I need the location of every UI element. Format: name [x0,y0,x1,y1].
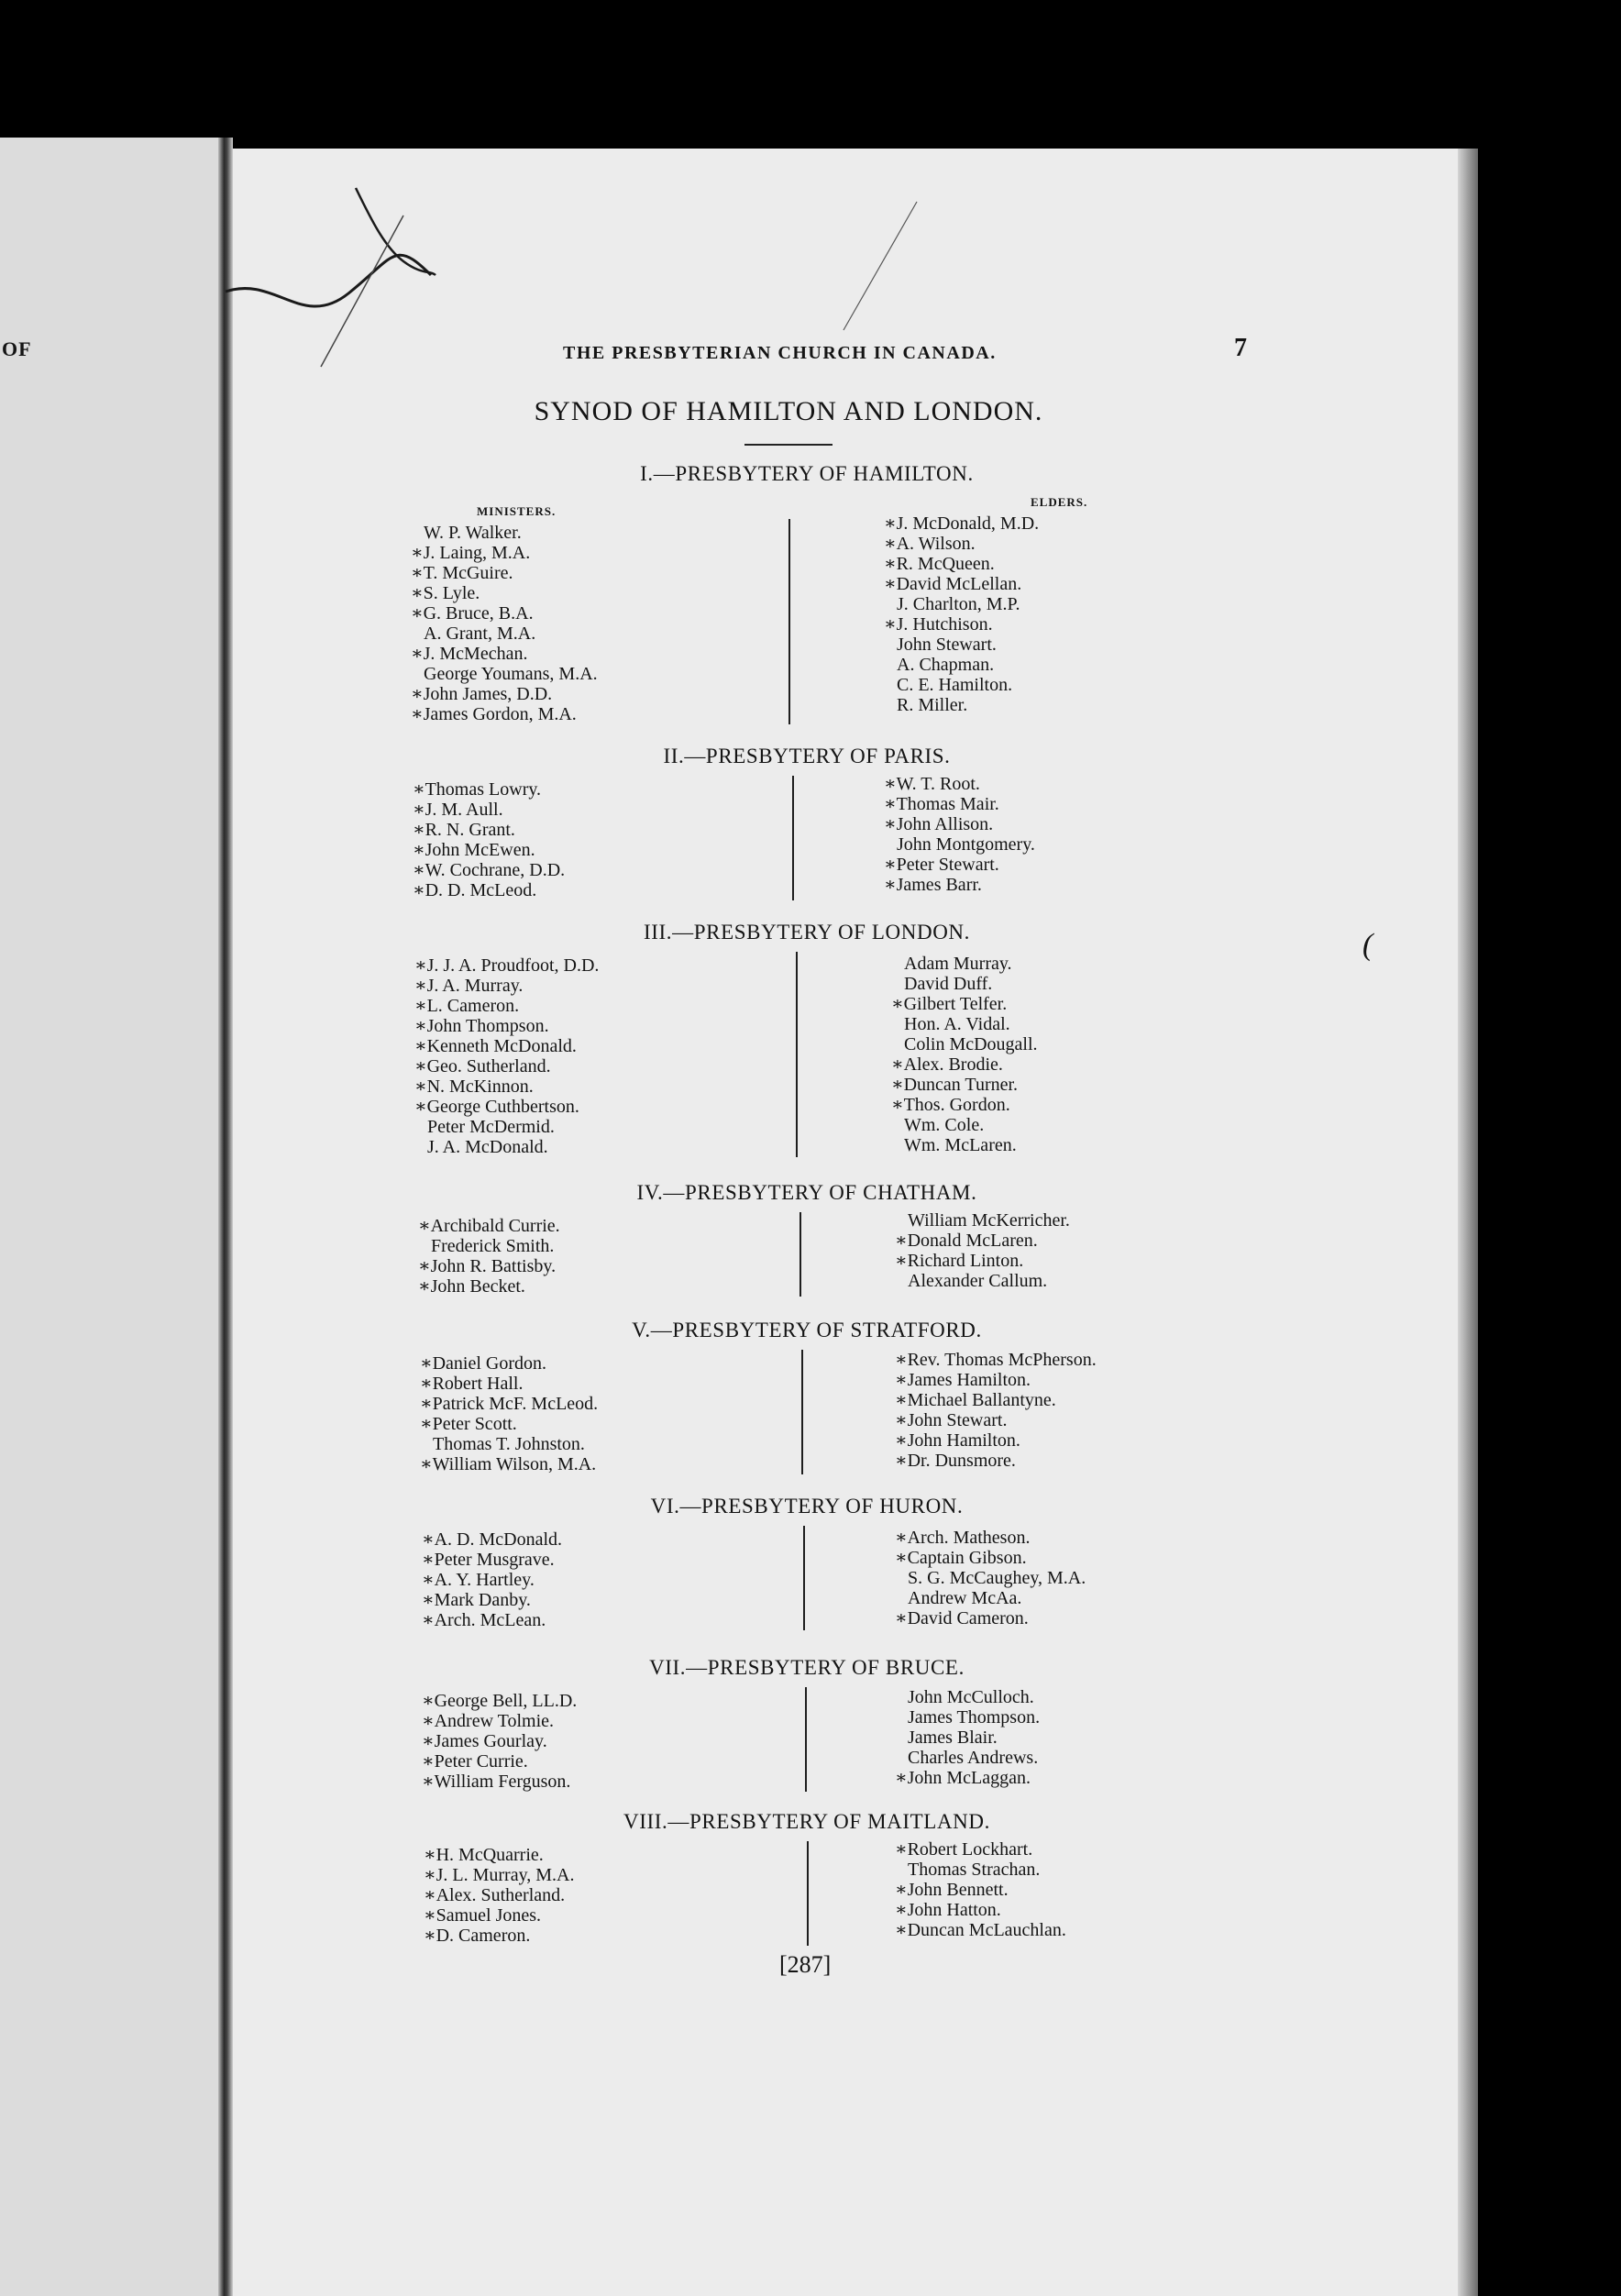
minister-name: Frederick Smith. [431,1236,555,1256]
elder-name: ∗James Barr. [884,875,982,895]
column-divider [788,519,790,724]
presbytery-heading: II.—PRESBYTERY OF PARIS. [663,745,951,767]
elder-name: ∗Dr. Dunsmore. [895,1451,1016,1471]
minister-name: ∗Alex. Sutherland. [424,1885,566,1905]
minister-name: ∗Samuel Jones. [424,1905,542,1926]
minister-name: ∗Kenneth McDonald. [414,1036,577,1056]
minister-name: ∗Archibald Currie. [418,1216,560,1236]
column-divider [803,1526,805,1630]
elders-list [884,513,1039,715]
elder-name: ∗John McLaggan. [895,1768,1031,1788]
ministers-list [413,779,565,900]
elder-name: John Montgomery. [897,834,1035,855]
left-page-fragment [0,138,231,2296]
elders-list [895,1687,1040,1788]
elder-name: ∗A. Wilson. [884,534,976,554]
ministers-list [418,1216,560,1297]
page-number: 7 [1234,334,1247,362]
elder-name: James Blair. [908,1728,998,1748]
ministers-column-label: MINISTERS. [477,504,557,518]
presbytery-heading: VI.—PRESBYTERY OF HURON. [650,1495,964,1518]
page-edge-shadow [1458,149,1478,2296]
elder-name: ∗David Cameron. [895,1608,1029,1628]
minister-name: ∗J. L. Murray, M.A. [424,1865,575,1885]
elder-name: J. Charlton, M.P. [897,594,1020,614]
minister-name: ∗G. Bruce, B.A. [411,603,534,624]
minister-name: ∗James Gourlay. [422,1731,547,1751]
minister-name: Peter McDermid. [427,1117,555,1137]
elder-name: William McKerricher. [908,1210,1070,1231]
ministers-list [424,1845,575,1946]
ministers-list [414,955,599,1157]
elder-name: ∗Donald McLaren. [895,1231,1038,1251]
column-divider [799,1212,801,1297]
elder-name: Wm. Cole. [904,1115,985,1135]
column-divider [796,952,798,1157]
elder-name: ∗Richard Linton. [895,1251,1024,1271]
minister-name: ∗A. Y. Hartley. [422,1570,535,1590]
elder-name: ∗David McLellan. [884,574,1022,594]
minister-name: ∗Thomas Lowry. [413,779,542,800]
elder-name: ∗Duncan Turner. [891,1075,1019,1095]
elder-name: R. Miller. [897,695,968,715]
minister-name: ∗Robert Hall. [420,1374,524,1394]
elders-list [895,1528,1086,1628]
minister-name: ∗Patrick McF. McLeod. [420,1394,599,1414]
printed-page-number: [287] [779,1951,832,1978]
minister-name: ∗George Bell, LL.D. [422,1691,578,1711]
minister-name: ∗Daniel Gordon. [420,1353,547,1374]
minister-name: ∗L. Cameron. [414,996,520,1016]
minister-name: ∗J. Laing, M.A. [411,543,531,563]
minister-name: ∗Arch. McLean. [422,1610,546,1630]
minister-name: ∗John McEwen. [413,840,535,860]
minister-name: Thomas T. Johnston. [433,1434,585,1454]
ministers-list [422,1529,562,1630]
presbytery-heading: III.—PRESBYTERY OF LONDON. [644,921,970,944]
minister-name: ∗D. D. McLeod. [413,880,537,900]
presbytery-heading: VII.—PRESBYTERY OF BRUCE. [649,1656,965,1679]
elder-name: ∗Thomas Mair. [884,794,999,814]
minister-name: ∗William Ferguson. [422,1772,571,1792]
elder-name: Andrew McAa. [908,1588,1022,1608]
elder-name: ∗John Hamilton. [895,1430,1020,1451]
minister-name: ∗A. D. McDonald. [422,1529,563,1550]
elder-name: ∗J. Hutchison. [884,614,993,635]
elder-name: ∗Robert Lockhart. [895,1839,1033,1860]
minister-name: J. A. McDonald. [427,1137,548,1157]
minister-name: ∗John Thompson. [414,1016,549,1036]
elder-name: ∗J. McDonald, M.D. [884,513,1040,534]
elder-name: ∗John Stewart. [895,1410,1008,1430]
minister-name: ∗J. J. A. Proudfoot, D.D. [414,955,600,976]
column-divider [805,1687,807,1792]
minister-name: ∗Peter Currie. [422,1751,528,1772]
minister-name: ∗William Wilson, M.A. [420,1454,597,1474]
elder-name: ∗James Hamilton. [895,1370,1031,1390]
elder-name: ∗Michael Ballantyne. [895,1390,1056,1410]
presbytery-heading: I.—PRESBYTERY OF HAMILTON. [640,462,974,485]
minister-name: ∗T. McGuire. [411,563,513,583]
column-divider [807,1841,809,1946]
elder-name: James Thompson. [908,1707,1041,1728]
ministers-list [420,1353,598,1474]
margin-pencil-mark: ( [1362,928,1373,962]
elder-name: John Stewart. [897,635,997,655]
minister-name: ∗J. McMechan. [411,644,528,664]
minister-name: ∗R. N. Grant. [413,820,515,840]
minister-name: ∗George Cuthbertson. [414,1097,579,1117]
elder-name: ∗Gilbert Telfer. [891,994,1008,1014]
minister-name: George Youmans, M.A. [424,664,598,684]
elder-name: Alexander Callum. [908,1271,1048,1291]
minister-name: ∗J. M. Aull. [413,800,503,820]
elder-name: Thomas Strachan. [908,1860,1041,1880]
minister-name: ∗John Becket. [418,1276,525,1297]
elder-name: C. E. Hamilton. [897,675,1013,695]
left-page-edge-text: OF [2,337,32,360]
elder-name: S. G. McCaughey, M.A. [908,1568,1086,1588]
minister-name: ∗W. Cochrane, D.D. [413,860,566,880]
elder-name: A. Chapman. [897,655,995,675]
column-divider [801,1350,803,1474]
elder-name: ∗R. McQueen. [884,554,995,574]
elders-list [895,1210,1070,1291]
elder-name: John McCulloch. [908,1687,1034,1707]
title-rule [744,444,833,446]
elder-name: ∗Rev. Thomas McPherson. [895,1350,1097,1370]
elder-name: ∗John Hatton. [895,1900,1001,1920]
minister-name: ∗Peter Scott. [420,1414,517,1434]
elder-name: Hon. A. Vidal. [904,1014,1010,1034]
elder-name: Wm. McLaren. [904,1135,1017,1155]
elders-list [884,774,1035,895]
minister-name: ∗John James, D.D. [411,684,553,704]
elders-list [895,1350,1097,1471]
presbytery-heading: VIII.—PRESBYTERY OF MAITLAND. [623,1810,990,1833]
minister-name: A. Grant, M.A. [424,624,536,644]
running-header: THE PRESBYTERIAN CHURCH IN CANADA. [563,343,997,363]
minister-name: ∗Andrew Tolmie. [422,1711,555,1731]
minister-name: ∗Peter Musgrave. [422,1550,555,1570]
elder-name: ∗Duncan McLauchlan. [895,1920,1066,1940]
synod-title: SYNOD OF HAMILTON AND LONDON. [534,396,1043,426]
presbytery-heading: V.—PRESBYTERY OF STRATFORD. [632,1319,982,1341]
elder-name: David Duff. [904,974,993,994]
minister-name: W. P. Walker. [424,523,522,543]
minister-name: ∗H. McQuarrie. [424,1845,544,1865]
minister-name: ∗J. A. Murray. [414,976,524,996]
elders-column-label: ELDERS. [1031,495,1088,509]
book-gutter [218,138,233,2296]
elder-name: ∗John Allison. [884,814,994,834]
minister-name: ∗N. McKinnon. [414,1076,534,1097]
elder-name: Charles Andrews. [908,1748,1039,1768]
minister-name: ∗Mark Danby. [422,1590,531,1610]
elder-name: ∗Thos. Gordon. [891,1095,1010,1115]
elder-name: ∗W. T. Root. [884,774,980,794]
elder-name: Colin McDougall. [904,1034,1038,1054]
minister-name: ∗Geo. Sutherland. [414,1056,551,1076]
ministers-list [411,523,598,724]
presbytery-heading: IV.—PRESBYTERY OF CHATHAM. [636,1181,977,1204]
elder-name: ∗John Bennett. [895,1880,1009,1900]
elder-name: ∗Alex. Brodie. [891,1054,1003,1075]
ministers-list [422,1691,577,1792]
elder-name: ∗Arch. Matheson. [895,1528,1031,1548]
elder-name: ∗Peter Stewart. [884,855,999,875]
elders-list [891,954,1038,1155]
minister-name: ∗D. Cameron. [424,1926,531,1946]
minister-name: ∗James Gordon, M.A. [411,704,577,724]
elders-list [895,1839,1066,1940]
elder-name: Adam Murray. [904,954,1012,974]
minister-name: ∗S. Lyle. [411,583,480,603]
elder-name: ∗Captain Gibson. [895,1548,1027,1568]
column-divider [792,776,794,900]
minister-name: ∗John R. Battisby. [418,1256,557,1276]
